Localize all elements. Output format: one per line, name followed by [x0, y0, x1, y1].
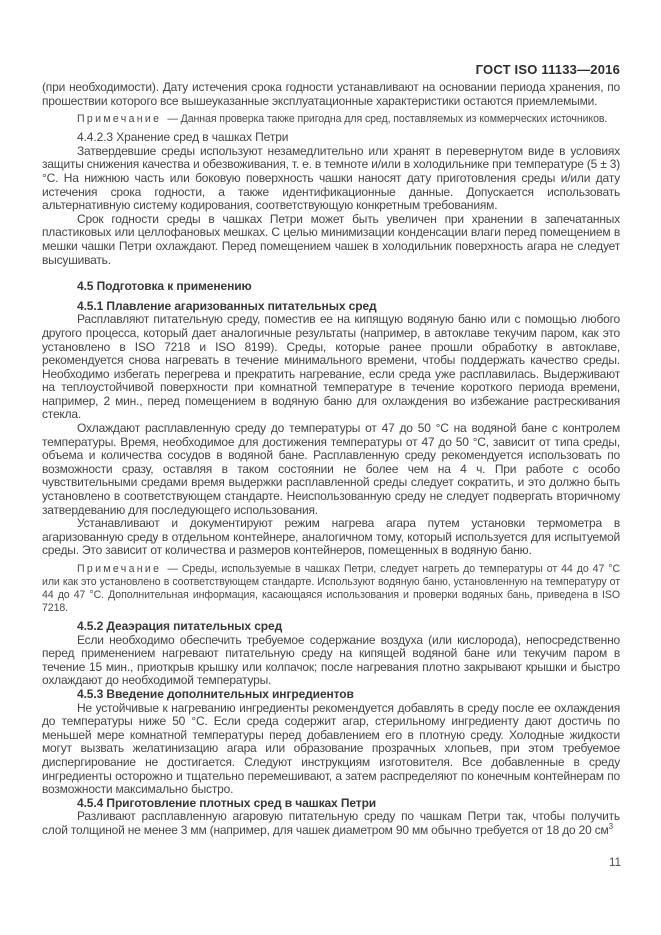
- paragraph-storage-bags: Срок годности среды в чашках Петри может быть увеличен при хранении в запечатанных пластиковых или целлофановых мешках. С целью минимизации конденсации влаги перед помещением в мешки чашки Петри охлаждают. Перед помещением чашек в холодильник поверхность агара не следует высушивать.: [42, 211, 620, 267]
- heading-4-4-2-3: 4.4.2.3 Хранение сред в чашках Петри: [77, 130, 289, 145]
- document-code: ГОСТ ISO 11133—2016: [475, 62, 620, 77]
- note-label: Примечание: [77, 563, 162, 575]
- page-footer: [42, 857, 621, 869]
- paragraph-petri-dishes: [42, 810, 620, 837]
- note-text: — Данная проверка также пригодна для сред, поставляемых из коммерческих источников.: [167, 113, 608, 126]
- paragraph-additional-ingredients: Не устойчивые к нагреванию ингредиенты рекомендуется добавлять в среду после ее охлаждения до температуры ниже 50 °С. Если среда содержит агар, стерильному ингредиенту дают достичь по меньшей мере комнатной температуры перед добавлением его в плотную среду. Холодные жидкости могут вызвать желатинизацию агара или образование прозрачных хлопьев, при этом требуемое диспергирование не достигается. Следуют инструкциям изготовителя. Все добавленные в среду ингредиенты осторожно и тщательно перемешивают, а затем распределяют по конечным контейнерам по возможности максимально быстро.: [42, 700, 620, 797]
- note-text: — Среды, используемые в чашках Петри, следует нагреть до температуры от 44 до 47 °С или как это установлено в соответствующем стандарте. Используют водяную баню, установленную на температуру от 44 до 47 °С. Дополнительная информация, касающаяся использования и проверки водяных бань, приведена в ISO 7218.: [42, 563, 620, 614]
- paragraph-heating-regime: Устанавливают и документируют режим нагрева агара путем установки термометра в агаризованную среду в отдельном контейнере, аналогичном тому, который используется для испытуемой среды. Это зависит от количества и размеров контейнеров, помещенных в водяную баню.: [42, 516, 620, 558]
- heading-4-5-1: 4.5.1 Плавление агаризованных питательных сред: [77, 298, 377, 313]
- heading-4-5-4: 4.5.4 Приготовление плотных сред в чашках Петри: [77, 795, 377, 810]
- paragraph-text: Разливают расплавленную агаровую питательную среду по чашкам Петри так, чтобы получить слой толщиной не менее 3 мм (например, для чашек диаметром 90 мм обычно требуется от 18 до 20 см: [42, 809, 620, 837]
- paragraph-cooling-water-bath: Охлаждают расплавленную среду до температуры от 47 до 50 °С на водяной бане с контролем температуры. Время, необходимое для достижения температуры от 47 до 50 °С, зависит от типа среды, объема и количества сосудов в водяной бане. Расплавленную среду рекомендуется использовать по возможности сразу, оставляя в таком состоянии не более чем на 4 ч. При работе с особо чувствительными средами время выдержки расплавленной среды следует сократить, и это должно быть установлено в соответствующем стандарте. Неиспользованную среду не следует подвергать вторичному затвердеванию для последующего использования.: [42, 421, 620, 517]
- paragraph-storage-conditions: Затвердевшие среды используют незамедлительно или хранят в перевернутом виде в условиях защиты снижения качества и обезвоживания, т. е. в темноте и/или в холодильнике при температуре (5 ± 3) °С. На нижнюю часть или боковую поверхность чашки наносят дату приготовления среды и/или дату истечения срока годности, а также идентификационные данные. Допускается использовать альтернативную систему кодирования, соответствующую конкретным требованиям.: [42, 143, 620, 213]
- note-label: Примечание: [77, 113, 162, 126]
- page-header: [42, 62, 620, 77]
- heading-4-5: 4.5 Подготовка к применению: [77, 279, 252, 294]
- paragraph-expiry-date: (при необходимости). Дату истечения срока годности устанавливают на основании периода хранения, по прошествии которого все вышеуказанные эксплуатационные характеристики остаются приемлемыми.: [42, 80, 620, 108]
- document-content: [42, 81, 620, 838]
- heading-4-5-2: 4.5.2 Деаэрация питательных сред: [77, 619, 283, 633]
- heading-4-5-3: 4.5.3 Введение дополнительных ингредиентов: [77, 686, 354, 701]
- superscript-cubic-cm: 3: [608, 821, 613, 831]
- page-number: 11: [609, 857, 621, 869]
- paragraph-melting-process: Расплавляют питательную среду, поместив ее на кипящую водяную баню или с помощью любого другого процесса, который дает аналогичные результаты (например, в автоклаве текучим паром, как это установлено в ISO 7218 и ISO 8199). Среды, которые ранее прошли обработку в автоклаве, рекомендуется снова нагревать в течение минимального времени, чтобы поддержать качество среды. Необходимо избегать перегрева и прекратить нагревание, если среда уже расплавилась. Выдерживают на теплоустойчивой поверхности при комнатной температуре в течение короткого периода времени, например, 2 мин., перед помещением в водяную баню для охлаждения во избежание растрескивания стекла.: [42, 312, 620, 422]
- note-commercial-sources: [42, 113, 620, 126]
- paragraph-deaeration: Если необходимо обеспечить требуемое содержание воздуха (или кислорода), непосредственно перед применением нагревают питательную среду на кипящей водяной бане или текучим паром в течение 15 мин., приоткрыв крышку или колпачок; после нагревания плотно закрывают крышки и быстро охлаждают до необходимой температуры.: [42, 632, 620, 688]
- note-water-bath: [42, 563, 620, 615]
